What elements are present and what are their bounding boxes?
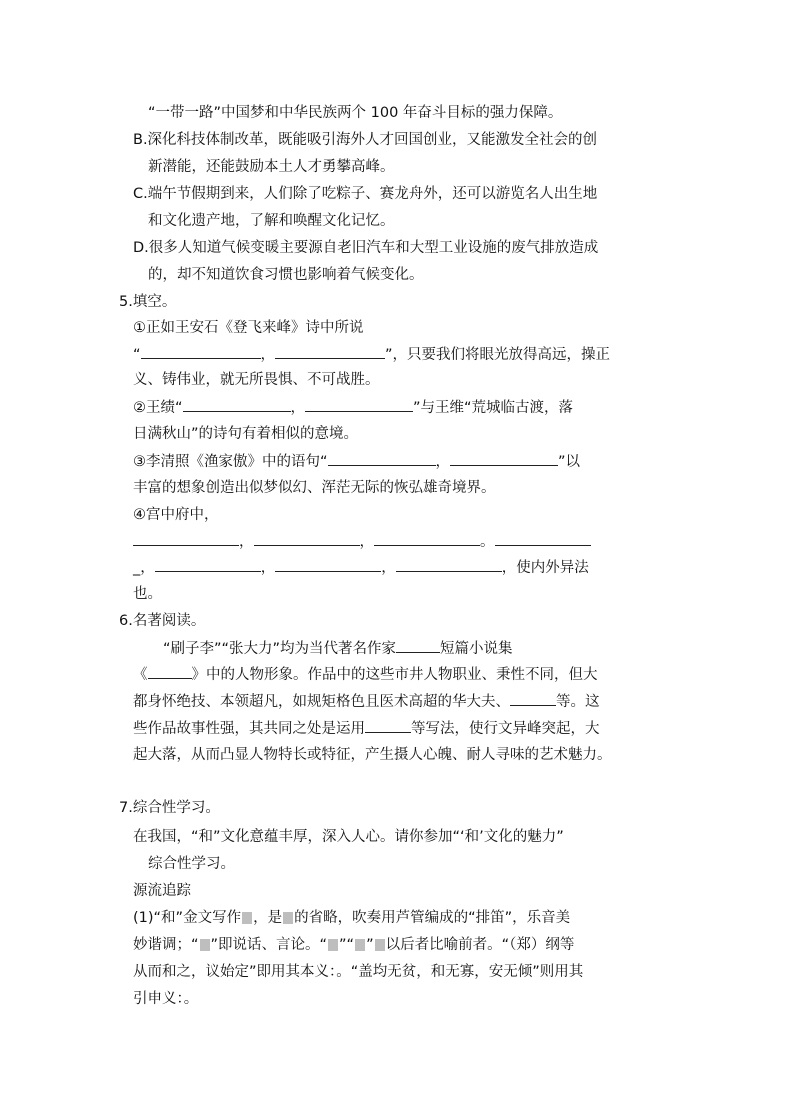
fill-blank[interactable] — [148, 664, 192, 679]
ancient-script-glyph-icon — [355, 939, 365, 951]
q7-item1-line4: 引申义：。 — [133, 991, 199, 1007]
fill-blank[interactable] — [374, 531, 480, 546]
q7-para-line1: 在我国，“和”文化意蕴丰厚，深入人心。请你参加“‘和’文化的魅力” — [133, 829, 564, 845]
q6-title: 6.名著阅读。 — [119, 613, 206, 629]
fill-blank[interactable] — [396, 638, 440, 653]
q5-item3-line1 — [133, 451, 580, 472]
q4-option-d-line1: D.很多人知道气候变暖主要源自老旧汽车和大型工业设施的废气排放造成 — [133, 240, 599, 256]
q4-option-c-line1: C.端午节假期到来，人们除了吃粽子、赛龙舟外，还可以游览名人出生地 — [133, 186, 598, 202]
q4-intro-line: “一带一路”中国梦和中华民族两个 100 年奋斗目标的强力保障。 — [148, 105, 563, 121]
fill-blank[interactable] — [133, 531, 239, 546]
fill-blank[interactable] — [141, 344, 261, 359]
q7-item1-line3: 从而和之，议始定”即用其本义：。“盖均无贫，和无寡，安无倾”则用其 — [133, 964, 584, 980]
item1-tail: ”，只要我们将眼光放得高远，操正 — [385, 347, 611, 363]
quote-open: “ — [133, 347, 141, 363]
fill-blank[interactable] — [254, 531, 360, 546]
q5-item2-line1 — [133, 397, 573, 418]
fill-blank[interactable] — [183, 397, 291, 412]
item4-tail: ，使内外异法 — [501, 560, 589, 576]
q7-text: ，是 — [253, 910, 283, 926]
q6-line1 — [163, 638, 513, 659]
ancient-script-glyph-icon — [283, 912, 293, 924]
q4-option-d-line2: 的，却不知道饮食习惯也影响着气候变化。 — [148, 267, 424, 283]
item3-tail: ”以 — [558, 454, 581, 470]
q7-text: (1)“和”金文写作 — [133, 910, 242, 926]
q6-text: 》中的人物形象。作品中的这些市井人物职业、秉性不同，但大 — [191, 667, 598, 683]
q6-text: “刷子李”“张大力”均为当代著名作家 — [163, 641, 397, 657]
q7-text: ”即说话、言论。“ — [210, 937, 328, 953]
q5-title: 5.填空。 — [119, 294, 177, 310]
q4-option-b-line1: B.深化科技体制改革，既能吸引海外人才回国创业，又能激发全社会的创 — [133, 132, 598, 148]
q7-subheading: 源流追踪 — [133, 883, 191, 899]
fill-blank[interactable] — [365, 718, 411, 733]
q5-item3-line2: 丰富的想象创造出似梦似幻、浑茫无际的恢弘雄奇境界。 — [133, 480, 496, 496]
fill-blank[interactable] — [155, 557, 261, 572]
comma: ， — [290, 400, 306, 416]
fill-blank[interactable] — [275, 344, 385, 359]
period: 。 — [480, 534, 495, 550]
q7-title: 7.综合性学习。 — [119, 800, 220, 816]
q5-item1-prompt: ①正如王安石《登飞来峰》诗中所说 — [133, 320, 364, 336]
fill-blank[interactable] — [305, 397, 413, 412]
q7-para-line2: 综合性学习。 — [148, 856, 235, 872]
q5-item4-line4: 也。 — [133, 586, 162, 602]
item2-head: ②王绩“ — [133, 400, 183, 416]
q6-text: 等。这 — [556, 694, 600, 710]
comma: ， — [140, 560, 155, 576]
comma: ， — [435, 454, 451, 470]
q5-item1-line3: 义、铸伟业，就无所畏惧、不可战胜。 — [133, 372, 380, 388]
q5-item4-line3 — [133, 557, 589, 578]
ancient-script-glyph-icon — [328, 939, 338, 951]
comma: ， — [260, 560, 276, 576]
q5-item2-line2: 日满秋山”的诗句有着相似的意境。 — [133, 426, 359, 442]
comma: ， — [260, 347, 276, 363]
q7-text: 以后者比喻前者。“（郑）纲等 — [385, 937, 575, 953]
q6-text: 都身怀绝技、本领超凡，如规矩格色且医术高超的华大夫、 — [133, 694, 510, 710]
fill-blank[interactable] — [450, 451, 558, 466]
q7-text: ”“ — [339, 937, 355, 953]
comma: ， — [359, 534, 374, 550]
comma: ， — [239, 534, 254, 550]
q7-item1-line2 — [133, 935, 574, 955]
q6-text: 些作品故事性强，其共同之处是运用 — [133, 721, 365, 737]
fill-blank[interactable] — [328, 451, 436, 466]
q6-text: 等写法，使行文异峰突起，大 — [411, 721, 600, 737]
q6-text: 短篇小说集 — [440, 641, 513, 657]
q6-line2 — [133, 664, 598, 685]
q4-option-b-line2: 新潜能，还能鼓励本土人才勇攀高峰。 — [148, 159, 395, 175]
q6-line5: 起大落，从而凸显人物特长或特征，产生摄人心魄、耐人寻味的艺术魅力。 — [133, 747, 612, 763]
q7-text: ” — [366, 937, 374, 953]
ancient-script-glyph-icon — [200, 939, 210, 951]
q5-item1-line2 — [133, 344, 610, 365]
ancient-script-glyph-icon — [375, 939, 385, 951]
fill-blank[interactable] — [275, 557, 381, 572]
fill-blank[interactable] — [495, 531, 591, 546]
q5-item4-line1: ④宫中府中， — [133, 507, 219, 523]
dash: _ — [133, 560, 141, 576]
item3-head: ③李清照《渔家傲》中的语句“ — [133, 454, 328, 470]
q4-option-c-line2: 和文化遗产地，了解和唤醒文化记忆。 — [148, 213, 395, 229]
q5-item4-line2 — [133, 531, 591, 552]
q6-line4 — [133, 718, 600, 739]
q7-item1-line1 — [133, 908, 570, 928]
q6-text: 《 — [133, 667, 148, 683]
ancient-script-glyph-icon — [242, 912, 252, 924]
q7-text: 妙谐调；“ — [133, 937, 199, 953]
q6-line3 — [133, 691, 600, 712]
fill-blank[interactable] — [396, 557, 502, 572]
item2-tail: ”与王维“荒城临古渡，落 — [413, 400, 574, 416]
fill-blank[interactable] — [510, 691, 556, 706]
comma: ， — [381, 560, 396, 576]
q7-text: 的省略，吹奏用芦管编成的“排笛”，乐音美 — [294, 910, 571, 926]
